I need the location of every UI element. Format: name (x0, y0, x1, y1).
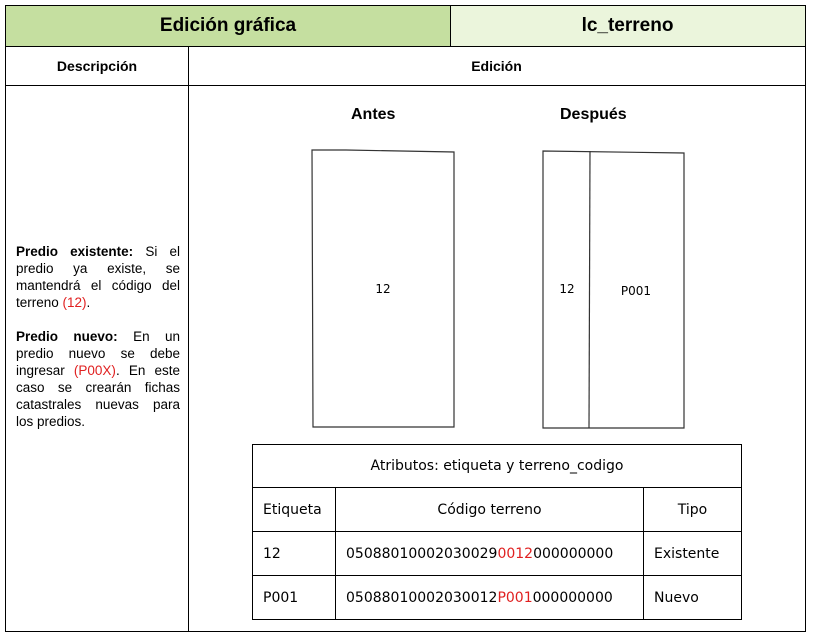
edicion-grafica-table (5, 5, 806, 632)
attributes-table (252, 444, 742, 620)
header-layer-name (450, 6, 805, 46)
header-left-title: Edición gráfica (159, 15, 297, 36)
header-etiqueta: Etiqueta (253, 488, 336, 532)
column-header-edition (188, 46, 805, 85)
description-text (16, 243, 180, 430)
parcel-diagram (306, 146, 696, 436)
header-codigo-terreno: Código terreno (336, 488, 644, 532)
existing-parcel-end: . (86, 295, 91, 310)
attributes-header-row (253, 488, 742, 532)
code-highlight: P001 (497, 589, 533, 606)
divider (6, 85, 805, 86)
after-parcel-split-line (589, 151, 590, 428)
divider (188, 46, 189, 631)
new-parcel-paragraph (16, 328, 180, 430)
attributes-title: Atributos: etiqueta y terreno_codigo (253, 445, 742, 488)
column-header-description (6, 46, 188, 85)
column-header-edition-label: Edición (471, 57, 522, 74)
row-etiqueta: 12 (253, 532, 336, 576)
new-parcel-label: Predio nuevo: (16, 329, 118, 344)
row-tipo: Nuevo (644, 576, 742, 620)
existing-parcel-text: Si el predio ya existe, se mantendrá el código del terreno (16, 244, 180, 310)
row-codigo-terreno (336, 576, 644, 620)
code-suffix: 000000000 (532, 589, 613, 606)
row-codigo-terreno (336, 532, 644, 576)
header-right-title: lc_terreno (581, 15, 674, 36)
code-prefix: 05088010002030012 (346, 589, 498, 606)
divider (450, 6, 451, 46)
new-parcel-end: . En este caso se crearán fichas catastrales nuevas para los predios. (16, 363, 180, 429)
existing-parcel-label: Predio existente: (16, 244, 134, 259)
attributes-title-row (253, 445, 742, 488)
after-left-parcel-label: 12 (559, 282, 575, 296)
new-parcel-text: En un predio nuevo se debe ingresar (16, 329, 181, 378)
table-row (253, 576, 742, 620)
row-etiqueta: P001 (253, 576, 336, 620)
header-tipo: Tipo (644, 488, 742, 532)
header-edicion-grafica (6, 6, 450, 46)
before-parcel (312, 150, 454, 427)
existing-parcel-code: (12) (62, 295, 87, 310)
existing-parcel-paragraph (16, 243, 180, 311)
table-row (253, 532, 742, 576)
before-parcel-label: 12 (375, 282, 391, 296)
after-parcels (543, 151, 684, 428)
row-tipo: Existente (644, 532, 742, 576)
after-label: Después (560, 106, 627, 123)
new-parcel-code: (P00X) (73, 363, 116, 378)
column-header-description-label: Descripción (56, 57, 138, 74)
after-right-parcel-label: P001 (620, 284, 652, 298)
code-highlight: 0012 (497, 545, 534, 562)
code-prefix: 05088010002030029 (346, 545, 498, 562)
before-label: Antes (351, 106, 396, 123)
code-suffix: 000000000 (533, 545, 614, 562)
